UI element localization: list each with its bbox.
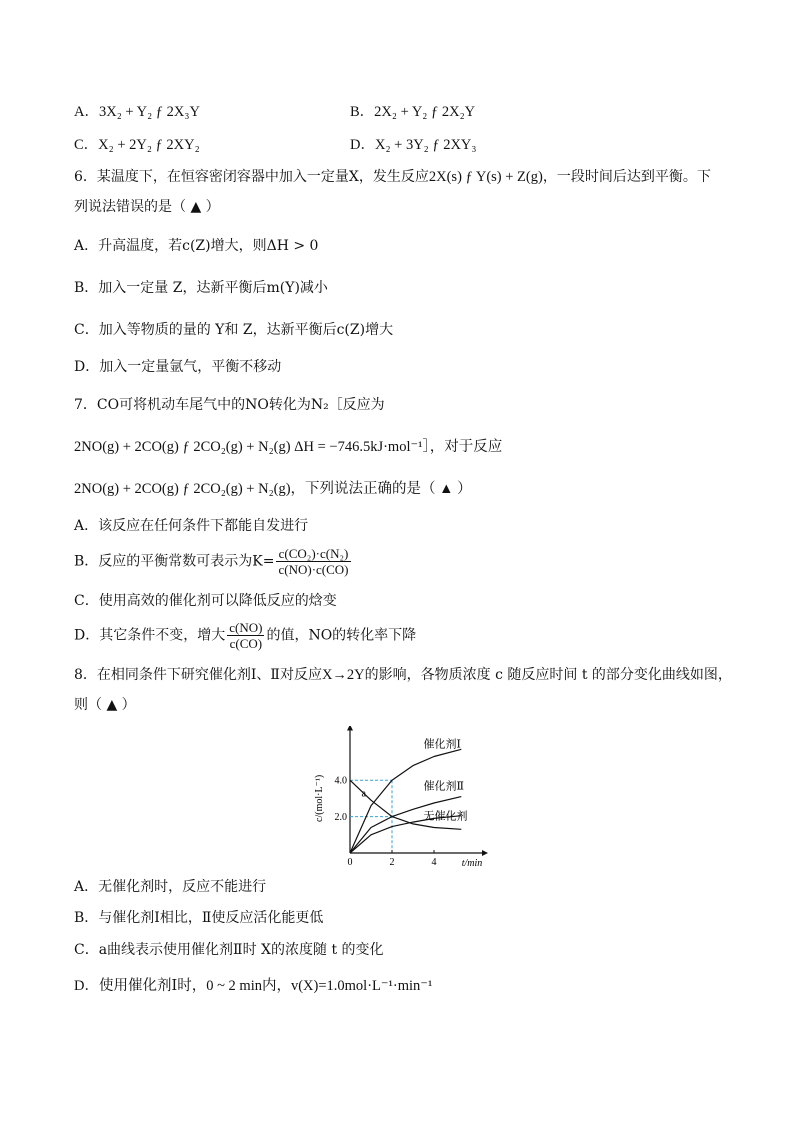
q5-option-d [350, 136, 476, 154]
annotation-a: a [361, 788, 367, 800]
x-tick-label: 0 [347, 857, 353, 866]
q6-stem-b: ，一段时间后达到平衡。下 [542, 169, 711, 185]
q6-stem-a: 6．某温度下，在恒容密闭容器中加入一定量X，发生反应 [74, 169, 429, 185]
q7-option-d-denominator: c(CO) [229, 636, 263, 651]
q7-option-a: A．该反应在任何条件下都能自发进行 [74, 518, 309, 534]
q5-option-c [74, 136, 200, 154]
q8-stem-line1 [74, 666, 732, 684]
q5-option-b [350, 103, 475, 121]
q8-stem-b: 的影响，各物质浓度 c 随反应时间 t 的部分变化曲线如图， [364, 667, 732, 683]
series-label: 催化剂Ⅰ [423, 738, 461, 751]
chart-layer [314, 726, 488, 866]
q5-option-c-label: C． [74, 137, 99, 153]
q6-stem-c: 列说法错误的是（ ▲ ） [74, 199, 220, 215]
q8-chart [298, 726, 498, 866]
q5-option-b-label: B． [350, 104, 375, 120]
q5-option-b-formula: 2X₂ + Y₂ ƒ 2X₂Y [374, 104, 476, 120]
q7-option-d [74, 620, 416, 651]
q7-option-d-numerator: c(NO) [229, 620, 263, 635]
x-tick-label: 4 [431, 857, 437, 866]
q8-option-b: B．与催化剂Ⅰ相比，Ⅱ使反应活化能更低 [74, 910, 324, 926]
q7-option-b-prefix: B．反应的平衡常数可表示为K= [74, 553, 275, 570]
q7-option-d-prefix: D．其它条件不变，增大 [74, 627, 226, 644]
y-axis-arrow [347, 726, 353, 731]
q6-option-c: C．加入等物质的量的 Y和 Z，达新平衡后c(Z)增大 [74, 322, 394, 338]
q7-option-c: C．使用高效的催化剂可以降低反应的焓变 [74, 593, 337, 609]
q8-option-a: A．无催化剂时，反应不能进行 [74, 879, 267, 895]
series-line [350, 797, 461, 853]
q8-reaction: X→2Y [321, 667, 365, 683]
y-tick-label: 4.0 [334, 775, 347, 787]
q8-option-c: C．a曲线表示使用催化剂Ⅱ时 X的浓度随 t 的变化 [74, 942, 384, 958]
q7-option-d-fraction [227, 620, 264, 651]
x-axis-label: t/min [461, 858, 483, 866]
q7-reaction2: 2NO(g) + 2CO(g) ƒ 2CO₂(g) + N₂(g)，下列说法正确的是（ ▲ ） [74, 481, 472, 497]
x-tick-label: 2 [389, 857, 395, 866]
series-label: 无催化剂 [423, 810, 468, 823]
q6-option-a: A．升高温度，若c(Z)增大，则ΔH > 0 [74, 238, 319, 254]
y-tick-label: 2.0 [334, 812, 347, 824]
q5-option-c-formula: X₂ + 2Y₂ ƒ 2XY₂ [98, 137, 200, 153]
q7-option-d-suffix: 的值，NO的转化率下降 [266, 627, 417, 644]
q6-option-b: B．加入一定量 Z，达新平衡后m(Y)减小 [74, 280, 328, 296]
q7-option-b [74, 546, 353, 577]
series-line [350, 749, 461, 853]
q6-option-d: D．加入一定量氩气，平衡不移动 [74, 359, 282, 375]
q8-stem-c: 则（ ▲ ） [74, 697, 136, 713]
q5-option-d-formula: X₂ + 3Y₂ ƒ 2XY₃ [374, 137, 477, 153]
q5-option-a-label: A． [74, 104, 99, 120]
x-axis-arrow [482, 850, 488, 856]
q7-reaction1: 2NO(g) + 2CO(g) ƒ 2CO₂(g) + N₂(g) ΔH = −746.5kJ·mol⁻¹］，对于反应 [74, 439, 503, 455]
q5-option-d-label: D． [350, 137, 375, 153]
q7-option-b-denominator: c(NO)·c(CO) [278, 562, 349, 577]
q8-stem-a: 8．在相同条件下研究催化剂Ⅰ、Ⅱ对反应 [74, 667, 322, 683]
q5-option-a [74, 103, 200, 121]
q7-option-b-fraction [276, 546, 350, 577]
y-axis-label: c/(mol·L⁻¹) [314, 774, 325, 822]
q7-option-b-numerator: c(CO₂)·c(N₂) [276, 546, 350, 562]
q6-reaction: 2X(s) ƒ Y(s) + Z(g) [428, 169, 543, 185]
series-label: 催化剂Ⅱ [423, 780, 464, 793]
q7-stem-a: 7．CO可将机动车尾气中的NO转化为N₂［反应为 [74, 397, 385, 413]
q5-option-a-formula: 3X₂ + Y₂ ƒ 2X₃Y [98, 104, 200, 120]
q8-option-d: D．使用催化剂Ⅰ时，0 ~ 2 min内，v(X)=1.0mol·L⁻¹·min⁻¹ [74, 978, 433, 994]
q6-stem-line1 [74, 168, 711, 186]
